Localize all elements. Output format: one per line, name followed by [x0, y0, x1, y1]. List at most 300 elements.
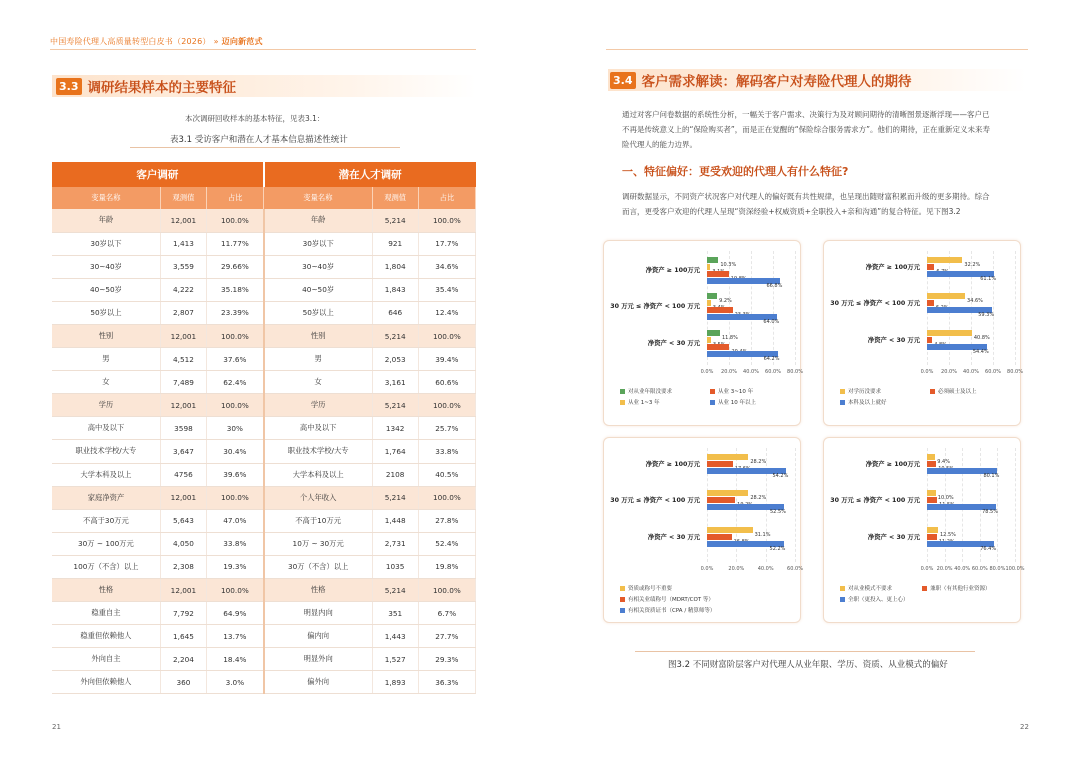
table-cell: 稳重自主	[52, 602, 160, 625]
legend-swatch	[620, 608, 625, 613]
bar	[707, 454, 748, 460]
data-label: 61.1%	[980, 276, 997, 283]
col-header: 变量名称	[264, 187, 372, 209]
data-label: 59.3%	[978, 312, 995, 319]
table-cell: 100.0%	[418, 579, 475, 602]
table-row	[52, 348, 476, 371]
table-cell: 29.66%	[207, 255, 264, 278]
x-tick-label: 60.0%	[971, 566, 988, 572]
x-tick-label: 0.0%	[920, 566, 934, 572]
data-label: 64.2%	[763, 356, 780, 363]
table-cell: 23.39%	[207, 301, 264, 324]
legend-item	[620, 387, 672, 395]
col-header: 观测值	[160, 187, 206, 209]
table-cell: 职业技术学校/大专	[52, 440, 160, 463]
table-cell: 11.77%	[207, 232, 264, 255]
table-cell: 大学本科及以上	[264, 463, 372, 486]
legend-text: 资质或称号不重要	[628, 586, 673, 592]
legend-swatch	[930, 389, 935, 394]
legend-text: 全职（更投入、更上心）	[848, 597, 909, 603]
table-cell: 100.0%	[207, 579, 264, 602]
category-label: 净资产 < 30 万元	[647, 340, 700, 348]
gridline	[795, 448, 796, 562]
table-cell: 40~50岁	[52, 278, 160, 301]
table-cell: 47.0%	[207, 509, 264, 532]
bar	[927, 454, 935, 460]
table-cell: 100.0%	[207, 486, 264, 509]
figure-caption: 图3.2 不同财富阶层客户对代理人从业年限、学历、资质、从业模式的偏好	[668, 660, 948, 670]
table-row	[52, 255, 476, 278]
legend-swatch	[840, 586, 845, 591]
table-cell: 稳重但依赖他人	[52, 625, 160, 648]
legend-text: 对学历没要求	[848, 389, 882, 395]
bar	[927, 497, 937, 503]
legend-swatch	[620, 586, 625, 591]
col-header: 变量名称	[52, 187, 160, 209]
para-line: 不再是传统意义上的“保险购买者”，而是正在觉醒的“保险综合服务需求方”。他们的期待，正在重新定义未来寿	[622, 125, 991, 134]
table-cell: 33.8%	[207, 532, 264, 555]
table-cell: 2108	[372, 463, 418, 486]
legend-text: 从业 10 年以上	[718, 400, 756, 406]
table-cell: 3,161	[372, 371, 418, 394]
table-cell: 37.6%	[207, 348, 264, 371]
table-row	[52, 324, 476, 347]
table-cell: 性别	[264, 324, 372, 347]
bar	[927, 534, 937, 540]
table-row	[52, 532, 476, 555]
legend-item	[840, 595, 909, 603]
caption-underline	[130, 147, 400, 148]
table-cell: 40.5%	[418, 463, 475, 486]
bar	[927, 257, 962, 263]
table-cell: 2,807	[160, 301, 206, 324]
legend-item	[620, 595, 714, 603]
x-tick-label: 0.0%	[700, 369, 714, 375]
data-label: 34.6%	[967, 298, 983, 304]
bar	[707, 330, 720, 336]
table-cell: 6.7%	[418, 602, 475, 625]
table-cell: 12,001	[160, 209, 206, 232]
x-tick-label: 0.0%	[700, 566, 714, 572]
table-cell: 1,527	[372, 648, 418, 671]
category-label: 30 万元 ≤ 净资产 < 100 万元	[830, 496, 920, 504]
table-cell: 64.9%	[207, 602, 264, 625]
bar	[707, 271, 729, 277]
data-label: 52.2%	[769, 546, 786, 553]
gridline	[751, 251, 752, 365]
table-row	[52, 301, 476, 324]
data-label: 28.2%	[750, 495, 767, 501]
intro-text: 本次调研回收样本的基本特征，见表3.1：	[185, 114, 325, 123]
table-cell: 1,443	[372, 625, 418, 648]
table-cell: 家庭净资产	[52, 486, 160, 509]
legend-swatch	[620, 400, 625, 405]
col-header: 占比	[207, 187, 264, 209]
x-tick-label: 20.0%	[941, 369, 957, 375]
table-cell: 30岁以下	[264, 232, 372, 255]
legend-item	[620, 584, 672, 592]
legend-item	[840, 584, 892, 592]
table-row	[52, 417, 476, 440]
x-tick-label: 20.0%	[728, 566, 745, 572]
table-cell: 男	[52, 348, 160, 371]
table-cell: 100.0%	[418, 486, 475, 509]
data-label: 9.4%	[937, 459, 950, 465]
table-cell: 5,214	[372, 394, 418, 417]
table-cell: 高中及以下	[264, 417, 372, 440]
chart-panel-2	[823, 240, 1021, 426]
table-cell: 29.3%	[418, 648, 475, 671]
sample-statistics-table	[52, 162, 476, 694]
x-tick-label: 40.0%	[954, 566, 971, 572]
table-cell: 10万 ~ 30万元	[264, 532, 372, 555]
section-number: 3.4	[610, 72, 636, 89]
table-row	[52, 232, 476, 255]
table-cell: 5,214	[372, 486, 418, 509]
table-cell: 30~40岁	[52, 255, 160, 278]
table-row	[52, 602, 476, 625]
table-cell: 34.6%	[418, 255, 475, 278]
legend-text: 有相关业绩称号（MDRT/COT 等）	[628, 597, 714, 603]
table-cell: 30万 ~ 100万元	[52, 532, 160, 555]
legend-item	[930, 387, 977, 395]
x-tick-label: 60.0%	[985, 369, 1001, 375]
table-cell: 1,764	[372, 440, 418, 463]
table-cell: 52.4%	[418, 532, 475, 555]
legend-swatch	[710, 400, 715, 405]
category-label: 净资产 < 30 万元	[867, 533, 920, 541]
bar	[707, 300, 711, 306]
table-cell: 偏外向	[264, 671, 372, 694]
table-cell: 27.7%	[418, 625, 475, 648]
section-heading-3-4	[610, 69, 912, 91]
table-cell: 30岁以下	[52, 232, 160, 255]
legend-swatch	[620, 597, 625, 602]
table-cell: 年龄	[52, 209, 160, 232]
table-cell: 明显外向	[264, 648, 372, 671]
table-cell: 2,731	[372, 532, 418, 555]
legend-swatch	[710, 389, 715, 394]
data-label: 76.4%	[980, 546, 997, 553]
table-cell: 4,050	[160, 532, 206, 555]
category-label: 净资产 < 30 万元	[647, 533, 700, 541]
bar	[707, 307, 733, 313]
col-header: 占比	[418, 187, 475, 209]
table-cell: 3598	[160, 417, 206, 440]
gridline	[1015, 448, 1016, 562]
table-cell: 33.8%	[418, 440, 475, 463]
table-cell: 1,448	[372, 509, 418, 532]
legend-swatch	[840, 597, 845, 602]
legend-swatch	[620, 389, 625, 394]
table-cell: 1,645	[160, 625, 206, 648]
table-cell: 个人年收入	[264, 486, 372, 509]
table-cell: 40~50岁	[264, 278, 372, 301]
legend-item	[840, 387, 881, 395]
bar	[707, 264, 710, 270]
para-line: 通过对客户问卷数据的系统性分析，一幅关于客户需求、决策行为及对顾问期待的清晰图景逐渐浮现——客户已	[622, 110, 990, 119]
table-cell: 12.4%	[418, 301, 475, 324]
table-cell: 3,559	[160, 255, 206, 278]
figure-caption-line	[635, 651, 975, 652]
legend-item	[620, 398, 660, 406]
legend-text: 有相关资质证书（CPA / 精算师等）	[628, 608, 716, 614]
x-tick-label: 40.0%	[743, 369, 759, 375]
x-tick-label: 60.0%	[787, 566, 803, 572]
table-cell: 5,214	[372, 324, 418, 347]
table-cell: 39.6%	[207, 463, 264, 486]
table-cell: 4756	[160, 463, 206, 486]
header-divider	[50, 49, 476, 50]
data-label: 78.5%	[982, 509, 998, 516]
table-cell: 年龄	[264, 209, 372, 232]
section-title: 客户需求解读：解码客户对寿险代理人的期待	[641, 74, 912, 90]
table-cell: 性格	[264, 579, 372, 602]
bar	[707, 293, 717, 299]
table-cell: 性别	[52, 324, 160, 347]
table-cell: 17.7%	[418, 232, 475, 255]
table-cell: 1,893	[372, 671, 418, 694]
bar	[927, 330, 972, 336]
header-divider-right	[606, 49, 1028, 50]
table-row	[52, 440, 476, 463]
table-cell: 36.3%	[418, 671, 475, 694]
table-cell: 39.4%	[418, 348, 475, 371]
table-cell: 2,308	[160, 555, 206, 578]
table-cell: 明显内向	[264, 602, 372, 625]
data-label: 9.2%	[719, 298, 732, 304]
chart-panel-4	[823, 437, 1025, 623]
table-row	[52, 509, 476, 532]
table-cell: 50岁以上	[264, 301, 372, 324]
bar	[927, 337, 932, 343]
table-cell: 学历	[264, 394, 372, 417]
table-cell: 女	[264, 371, 372, 394]
table-cell: 12,001	[160, 486, 206, 509]
table-cell: 30%	[207, 417, 264, 440]
bar	[927, 293, 965, 299]
table-cell: 18.4%	[207, 648, 264, 671]
table-cell: 性格	[52, 579, 160, 602]
table-cell: 13.7%	[207, 625, 264, 648]
table-cell: 高中及以下	[52, 417, 160, 440]
table-cell: 女	[52, 371, 160, 394]
x-tick-label: 80.0%	[989, 566, 1006, 572]
bar	[707, 527, 753, 533]
table-cell: 27.8%	[418, 509, 475, 532]
table-cell: 100.0%	[207, 324, 264, 347]
paragraph-1	[622, 107, 1042, 152]
table-cell: 351	[372, 602, 418, 625]
table-cell: 921	[372, 232, 418, 255]
table-row	[52, 394, 476, 417]
table-cell: 外向自主	[52, 648, 160, 671]
table-cell: 360	[160, 671, 206, 694]
para-line: 而言，更受客户欢迎的代理人呈现“资深经验+权威资质+全职投入+亲和沟通”的复合特征。见下图3.2	[622, 207, 961, 216]
table-cell: 19.3%	[207, 555, 264, 578]
legend-swatch	[922, 586, 927, 591]
group-header-talent: 潜在人才调研	[264, 162, 476, 187]
bar	[927, 490, 936, 496]
table-row	[52, 486, 476, 509]
table-cell: 不高于30万元	[52, 509, 160, 532]
category-label: 净资产 ≥ 100万元	[645, 267, 700, 275]
table-row	[52, 671, 476, 694]
table-cell: 1,843	[372, 278, 418, 301]
data-label: 64.0%	[763, 319, 780, 326]
data-label: 80.1%	[983, 473, 1000, 480]
table-cell: 35.4%	[418, 278, 475, 301]
table-row	[52, 463, 476, 486]
section-number: 3.3	[56, 78, 82, 95]
table-cell: 30万（不含）以上	[264, 555, 372, 578]
col-header: 观测值	[372, 187, 418, 209]
category-label: 净资产 ≥ 100万元	[865, 460, 920, 468]
table-row	[52, 625, 476, 648]
chart-panel-3	[603, 437, 801, 623]
table-cell: 100.0%	[418, 209, 475, 232]
table-cell: 100.0%	[418, 394, 475, 417]
data-label: 54.2%	[772, 473, 789, 480]
legend-text: 从业 1~3 年	[628, 400, 660, 406]
paragraph-2	[622, 189, 1042, 219]
x-tick-label: 80.0%	[1007, 369, 1023, 375]
data-label: 10.3%	[720, 262, 737, 268]
bar	[927, 264, 934, 270]
para-line: 调研数据显示，不同资产状况客户对代理人的偏好既有共性规律，也呈现出随财富积累而升级的更多期待。综合	[622, 192, 990, 201]
table-cell: 25.7%	[418, 417, 475, 440]
category-label: 30 万元 ≤ 净资产 < 100 万元	[830, 299, 920, 307]
group-header-customer: 客户调研	[52, 162, 264, 187]
header-title: 中国寿险代理人高质量转型白皮书（2026）	[50, 37, 211, 46]
right-page	[540, 0, 1080, 764]
table-cell: 1,413	[160, 232, 206, 255]
table-cell: 职业技术学校/大专	[264, 440, 372, 463]
bar	[707, 461, 733, 467]
legend-text: 对从业年限没要求	[628, 389, 673, 395]
legend-text: 本科及以上就好	[848, 400, 887, 406]
bar	[707, 344, 729, 350]
section-heading-3-3	[56, 75, 236, 97]
legend-item	[922, 584, 991, 592]
table-caption: 表3.1 受访客户和潜在人才基本信息描述性统计	[170, 135, 348, 145]
data-label: 10.0%	[937, 495, 954, 501]
x-tick-label: 100.0%	[1005, 566, 1025, 572]
bar	[707, 337, 711, 343]
data-label: 31.1%	[754, 532, 771, 538]
category-label: 净资产 < 30 万元	[867, 336, 920, 344]
running-header: 中国寿险代理人高质量转型白皮书（2026） » 迈向新范式	[50, 37, 263, 46]
table-cell: 偏内向	[264, 625, 372, 648]
table-cell: 30.4%	[207, 440, 264, 463]
table-cell: 5,214	[372, 579, 418, 602]
gridline	[1015, 251, 1016, 365]
chart-panel-1	[603, 240, 801, 426]
table-cell: 100.0%	[418, 324, 475, 347]
page-number-right: 22	[1020, 723, 1029, 731]
data-label: 40.8%	[973, 335, 990, 341]
category-label: 30 万元 ≤ 净资产 < 100 万元	[610, 303, 700, 311]
data-label: 66.8%	[766, 283, 783, 290]
table-cell: 1,804	[372, 255, 418, 278]
table-cell: 不高于10万元	[264, 509, 372, 532]
legend-item	[710, 398, 756, 406]
bar	[707, 257, 718, 263]
table-cell: 5,214	[372, 209, 418, 232]
table-cell: 1342	[372, 417, 418, 440]
table-row	[52, 371, 476, 394]
table-row	[52, 278, 476, 301]
x-tick-label: 20.0%	[721, 369, 737, 375]
table-row	[52, 209, 476, 232]
legend-item	[710, 387, 753, 395]
table-cell: 100.0%	[207, 209, 264, 232]
para-line: 险代理人的能力边界。	[622, 140, 697, 149]
table-cell: 2,204	[160, 648, 206, 671]
x-tick-label: 0.0%	[920, 369, 934, 375]
table-cell: 男	[264, 348, 372, 371]
bar	[707, 497, 735, 503]
table-cell: 30~40岁	[264, 255, 372, 278]
table-cell: 62.4%	[207, 371, 264, 394]
bar	[707, 534, 732, 540]
bar	[927, 300, 934, 306]
data-label: 28.2%	[750, 459, 767, 465]
table-cell: 学历	[52, 394, 160, 417]
legend-item	[840, 398, 887, 406]
gridline	[795, 251, 796, 365]
table-cell: 35.18%	[207, 278, 264, 301]
table-cell: 50岁以上	[52, 301, 160, 324]
table-cell: 3.0%	[207, 671, 264, 694]
x-tick-label: 80.0%	[787, 369, 803, 375]
table-row	[52, 579, 476, 602]
table-cell: 4,222	[160, 278, 206, 301]
table-cell: 12,001	[160, 394, 206, 417]
data-label: 54.4%	[972, 349, 989, 356]
data-label: 11.8%	[721, 335, 738, 341]
legend-item	[620, 606, 715, 614]
legend-swatch	[840, 400, 845, 405]
legend-text: 必须硕士及以上	[938, 389, 977, 395]
table-cell: 3,647	[160, 440, 206, 463]
table-row	[52, 555, 476, 578]
table-cell: 19.8%	[418, 555, 475, 578]
gridline	[997, 448, 998, 562]
table-cell: 5,643	[160, 509, 206, 532]
table-cell: 12,001	[160, 324, 206, 347]
legend-text: 从业 3~10 年	[718, 389, 754, 395]
x-tick-label: 40.0%	[757, 566, 774, 572]
table-cell: 100.0%	[207, 394, 264, 417]
category-label: 净资产 ≥ 100万元	[865, 263, 920, 271]
x-tick-label: 60.0%	[765, 369, 781, 375]
table-cell: 2,053	[372, 348, 418, 371]
x-tick-label: 40.0%	[963, 369, 979, 375]
gridline	[993, 251, 994, 365]
table-cell: 1035	[372, 555, 418, 578]
table-cell: 12,001	[160, 579, 206, 602]
data-label: 12.5%	[940, 532, 956, 538]
x-tick-label: 20.0%	[936, 566, 953, 572]
data-label: 52.5%	[770, 509, 786, 516]
table-row	[52, 648, 476, 671]
table-cell: 7,792	[160, 602, 206, 625]
bar	[707, 490, 748, 496]
table-cell: 4,512	[160, 348, 206, 371]
subheading-feature-preference: 一、特征偏好：更受欢迎的代理人有什么特征?	[622, 165, 849, 178]
table-cell: 646	[372, 301, 418, 324]
